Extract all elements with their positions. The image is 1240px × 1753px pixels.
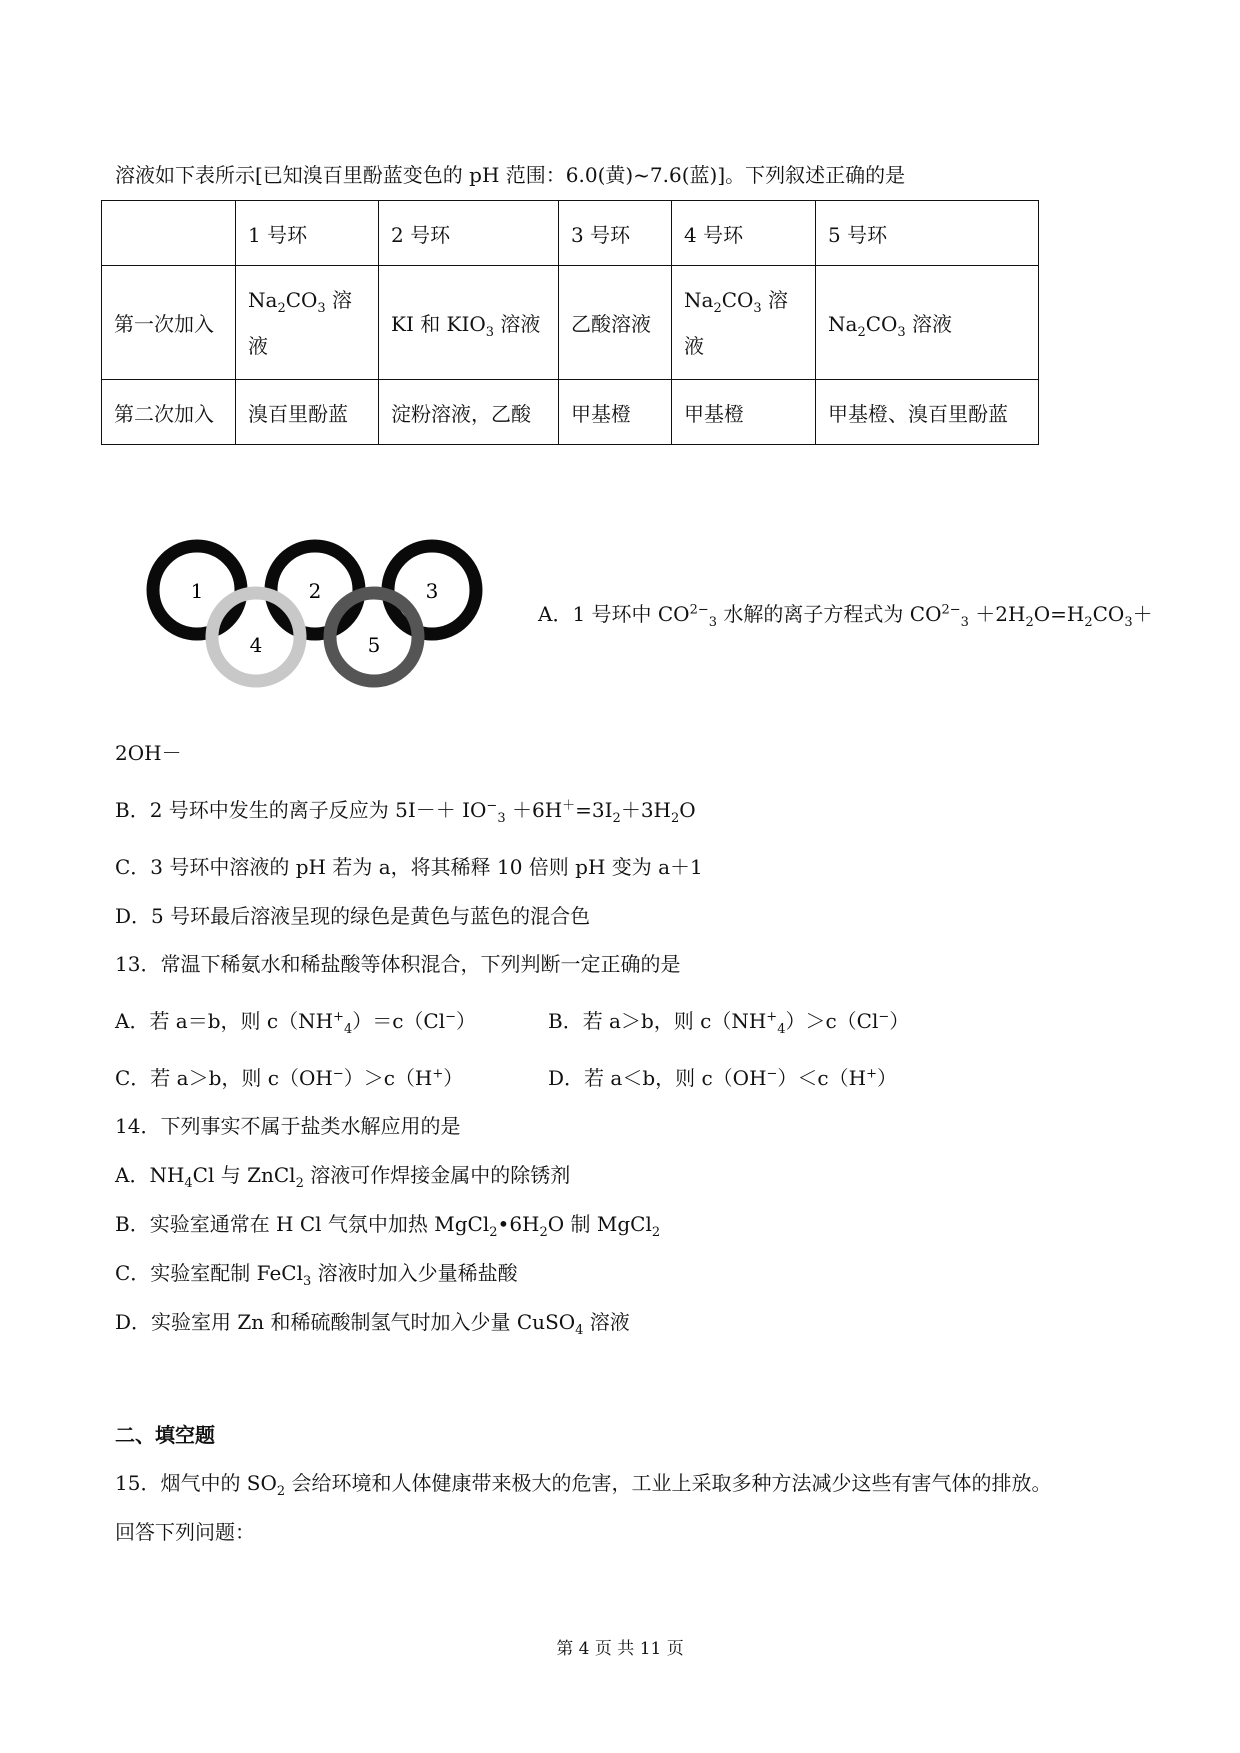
table-cell: 甲基橙 xyxy=(672,380,816,445)
table-cell: $Na_2CO_3$ 溶 液 xyxy=(672,266,816,380)
ring-label: 1 xyxy=(190,579,204,603)
table-header-cell: 4 号环 xyxy=(672,201,816,266)
table-row xyxy=(102,380,1039,445)
q13-option-d: D．若 a＜b，则 c（OH−）＜c（H+） xyxy=(548,1066,897,1090)
q13-stem: 13．常温下稀氨水和稀盐酸等体积混合，下列判断一定正确的是 xyxy=(115,952,681,976)
q12-option-b: B．2 号环中发生的离子反应为 $5I-+ IO^-_3 +6H^+=3I_2+3H_2O$ xyxy=(115,798,696,826)
table-cell: 乙酸溶液 xyxy=(559,266,672,380)
q15-stem-line2: 回答下列问题： xyxy=(115,1520,255,1544)
ring-label: 3 xyxy=(425,579,439,603)
q12-option-a-cont: 2OH－ xyxy=(115,741,182,765)
ring-label: 5 xyxy=(367,633,381,657)
table-cell: $Na_2CO_3$ 溶液 xyxy=(816,266,1039,380)
page-footer: 第 4 页 共 11 页 xyxy=(556,1639,684,1659)
table-cell: 第一次加入 xyxy=(102,266,236,380)
ring-label: 4 xyxy=(249,633,263,657)
table-cell: 甲基橙、溴百里酚蓝 xyxy=(816,380,1039,445)
q14-option-c: C．实验室配制 FeCl$_3$ 溶液时加入少量稀盐酸 xyxy=(115,1261,518,1289)
table-intro: 溶液如下表所示[已知溴百里酚蓝变色的 pH 范围：6.0(黄)~7.6(蓝)]。下列叙述正确的是 xyxy=(115,163,906,187)
q13-option-c: C．若 a＞b，则 c（OH−）＞c（H+） xyxy=(115,1066,464,1090)
section-heading: 二、填空题 xyxy=(115,1423,215,1447)
table-cell: 淀粉溶液，乙酸 xyxy=(379,380,559,445)
q14-stem: 14．下列事实不属于盐类水解应用的是 xyxy=(115,1114,461,1138)
table-header-cell: 3 号环 xyxy=(559,201,672,266)
table-header-cell: 2 号环 xyxy=(379,201,559,266)
q12-option-c: C．3 号环中溶液的 pH 若为 a，将其稀释 10 倍则 pH 变为 a＋1 xyxy=(115,855,703,879)
table-header-cell: 5 号环 xyxy=(816,201,1039,266)
table-cell: 溴百里酚蓝 xyxy=(236,380,379,445)
table-header-row xyxy=(102,201,1039,266)
five-rings-figure xyxy=(140,532,490,692)
table-cell: 甲基橙 xyxy=(559,380,672,445)
q13-option-a: A．若 a＝b，则 $c(NH^+_4)=c(Cl^-)$ xyxy=(115,1009,477,1037)
experiment-table xyxy=(101,200,1039,445)
q12-option-d: D．5 号环最后溶液呈现的绿色是黄色与蓝色的混合色 xyxy=(115,904,591,928)
ring-label: 2 xyxy=(308,579,322,603)
q14-option-b: B．实验室通常在 H Cl 气氛中加热 $MgCl_2•6H_2O$ 制 MgCl$_2$ xyxy=(115,1212,661,1240)
q14-option-a: A．$NH_4Cl$ 与 ZnCl$_2$ 溶液可作焊接金属中的除锈剂 xyxy=(115,1163,571,1191)
table-cell: $Na_2CO_3$ 溶 液 xyxy=(236,266,379,380)
table-row xyxy=(102,266,1039,380)
q14-option-d: D．实验室用 Zn 和稀硫酸制氢气时加入少量 CuSO$_4$ 溶液 xyxy=(115,1310,630,1338)
table-cell: 第二次加入 xyxy=(102,380,236,445)
table-header-cell: 1 号环 xyxy=(236,201,379,266)
q13-option-b: B．若 a＞b，则 $c(NH^+_4)>c(Cl^-)$ xyxy=(548,1009,910,1037)
q12-option-a: A．1 号环中 $CO^{2-}_3$ 水解的离子方程式为 $CO^{2-}_3 +2H_2O=H_2CO_3+$ xyxy=(538,602,1153,630)
table-header-cell xyxy=(102,201,236,266)
q15-stem: 15．烟气中的 $SO_2$ 会给环境和人体健康带来极大的危害，工业上采取多种方法减少这些有害气体的排放。 xyxy=(115,1471,1052,1499)
table-cell: KI 和 $KIO_3$ 溶液 xyxy=(379,266,559,380)
